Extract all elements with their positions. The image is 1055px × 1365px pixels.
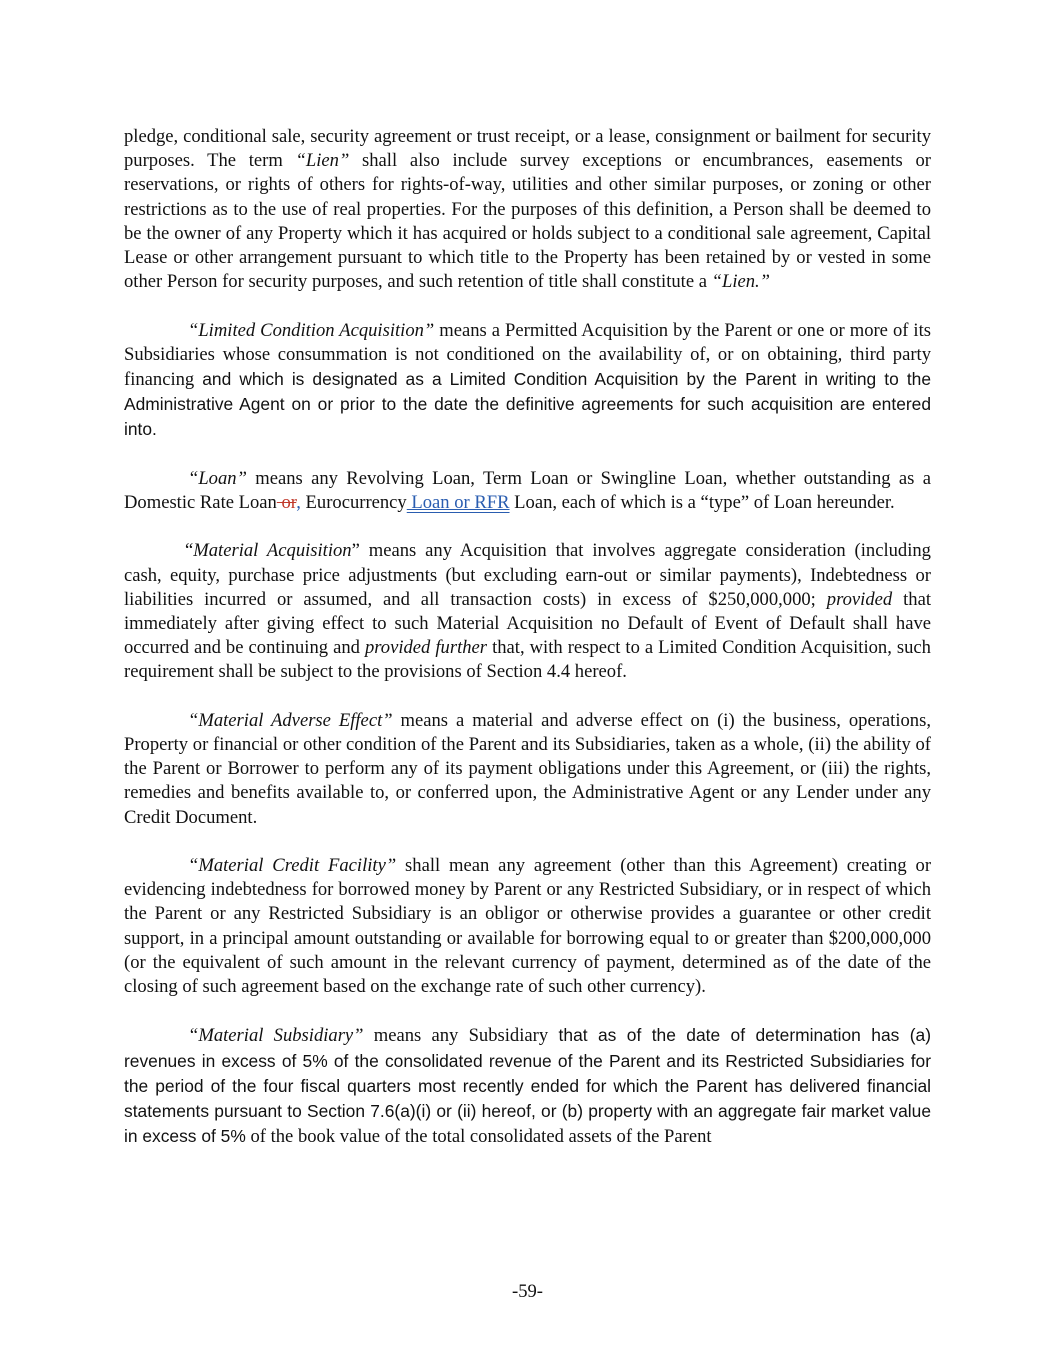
definition-material-subsidiary bbox=[124, 1023, 931, 1149]
definition-material-credit-facility bbox=[124, 854, 931, 999]
text: means any Revolving Loan, Term Loan or Swingline Loan, whether outstanding as a Domestic Rate Loan bbox=[124, 467, 931, 514]
defined-term-lien: “Lien” bbox=[295, 150, 350, 172]
defined-term: “Material Credit Facility” bbox=[188, 855, 397, 877]
definition-material-adverse-effect bbox=[124, 709, 931, 830]
defined-term: “Limited Condition Acquisition” bbox=[188, 319, 435, 341]
text: Loan, each of which is a “type” of Loan hereunder. bbox=[509, 492, 895, 514]
defined-term: Material Acquisition bbox=[193, 540, 352, 562]
text: pledge, conditional sale, security agreement or trust receipt, or a lease, consignment or bailment for security purposes. The term bbox=[124, 126, 931, 172]
text: means a Permitted Acquisition by the Parent or one or more of its Subsidiaries whose consummation is not conditioned on the availability of, or on obtaining, third party financing bbox=[124, 319, 931, 391]
text: that immediately after giving effect to such Material Acquisition no Default of Event of Default shall have occurred and be continuing and bbox=[124, 588, 931, 659]
emphasis: provided bbox=[826, 588, 893, 610]
inserted-text: that as of the date of determination has (a) revenues in excess of 5% of the consolidated revenue of the Parent and its Restricted Subsidiaries for the period of the four fiscal quarters most recently ended for which the Parent has delivered financial statements pursuant to Section 7.6(a)(i) or (ii) hereof, or (b) property with an aggregate fair market value in excess of 5% bbox=[124, 1025, 931, 1147]
definition-loan bbox=[124, 467, 931, 515]
text: “ bbox=[185, 540, 194, 562]
text: ” means any Acquisition that involves aggregate consideration (including cash, equity, purchase price adjustments (but excluding earn-out or similar payments), Indebtedness or liabilities incurred or assumed, and all transaction costs) in excess of $250,000,000; bbox=[124, 540, 931, 610]
text: shall mean any agreement (other than this Agreement) creating or evidencing indebtedness for borrowed money by Parent or any Restricted Subsidiary, or in respect of which the Parent or any Restricted Subsidiary is an obligor or otherwise provides a guarantee or other credit support, in a principal amount outstanding or available for borrowing equal to or greater than $200,000,000 (or the equivalent of such amount in the relevant currency of payment, determined as of the date of the closing of such agreement based on the exchange rate of such other currency). bbox=[124, 855, 932, 998]
defined-term: “Material Adverse Effect” bbox=[188, 709, 393, 731]
text: of the book value of the total consolidated assets of the Parent bbox=[245, 1126, 712, 1148]
emphasis: provided further bbox=[364, 637, 488, 659]
defined-term-lien: “Lien.” bbox=[711, 271, 771, 293]
page-number: -59- bbox=[512, 1281, 543, 1302]
text: means a material and adverse effect on (i) the business, operations, Property or financial or other condition of the Parent and its Subsidiaries, taken as a whole, (ii) the ability of the Parent or Borrower to perform any of its payment obligations under this Agreement, or (iii) the rights, remedies and benefits available to, or conferred upon, the Administrative Agent or any Lender under any Credit Document. bbox=[124, 709, 931, 828]
text: shall also include survey exceptions or encumbrances, easements or reservations, or rights of others for rights-of-way, utilities and other similar purposes, or zoning or other restrictions as to the use of real properties. For the purposes of this definition, a Person shall be deemed to be the owner of any Property which it has acquired or holds subject to a conditional sale agreement, Capital Lease or other arrangement pursuant to which title to the Property has been retained by or vested in some other Person for security purposes, and such retention of title shall constitute a bbox=[124, 150, 931, 293]
text: Eurocurrency bbox=[300, 492, 407, 514]
text: that, with respect to a Limited Condition Acquisition, such requirement shall be subject to the provisions of Section 4.4 hereof. bbox=[124, 637, 931, 683]
definition-material-acquisition bbox=[124, 539, 931, 684]
deleted-text: or bbox=[276, 492, 297, 514]
defined-term: “Material Subsidiary” bbox=[188, 1025, 364, 1047]
defined-term: “Loan” bbox=[188, 467, 247, 489]
document-body bbox=[124, 125, 931, 1174]
inserted-text: and which is designated as a Limited Condition Acquisition by the Parent in writing to the Administrative Agent on or prior to the date the definitive agreements for such acquisition are entered into. bbox=[124, 369, 931, 440]
inserted-text: Loan or RFR bbox=[406, 492, 510, 514]
inserted-text: , bbox=[296, 492, 301, 514]
paragraph-lien-continued bbox=[124, 125, 931, 294]
text: means any Subsidiary bbox=[363, 1025, 549, 1047]
definition-limited-condition-acquisition bbox=[124, 319, 931, 443]
